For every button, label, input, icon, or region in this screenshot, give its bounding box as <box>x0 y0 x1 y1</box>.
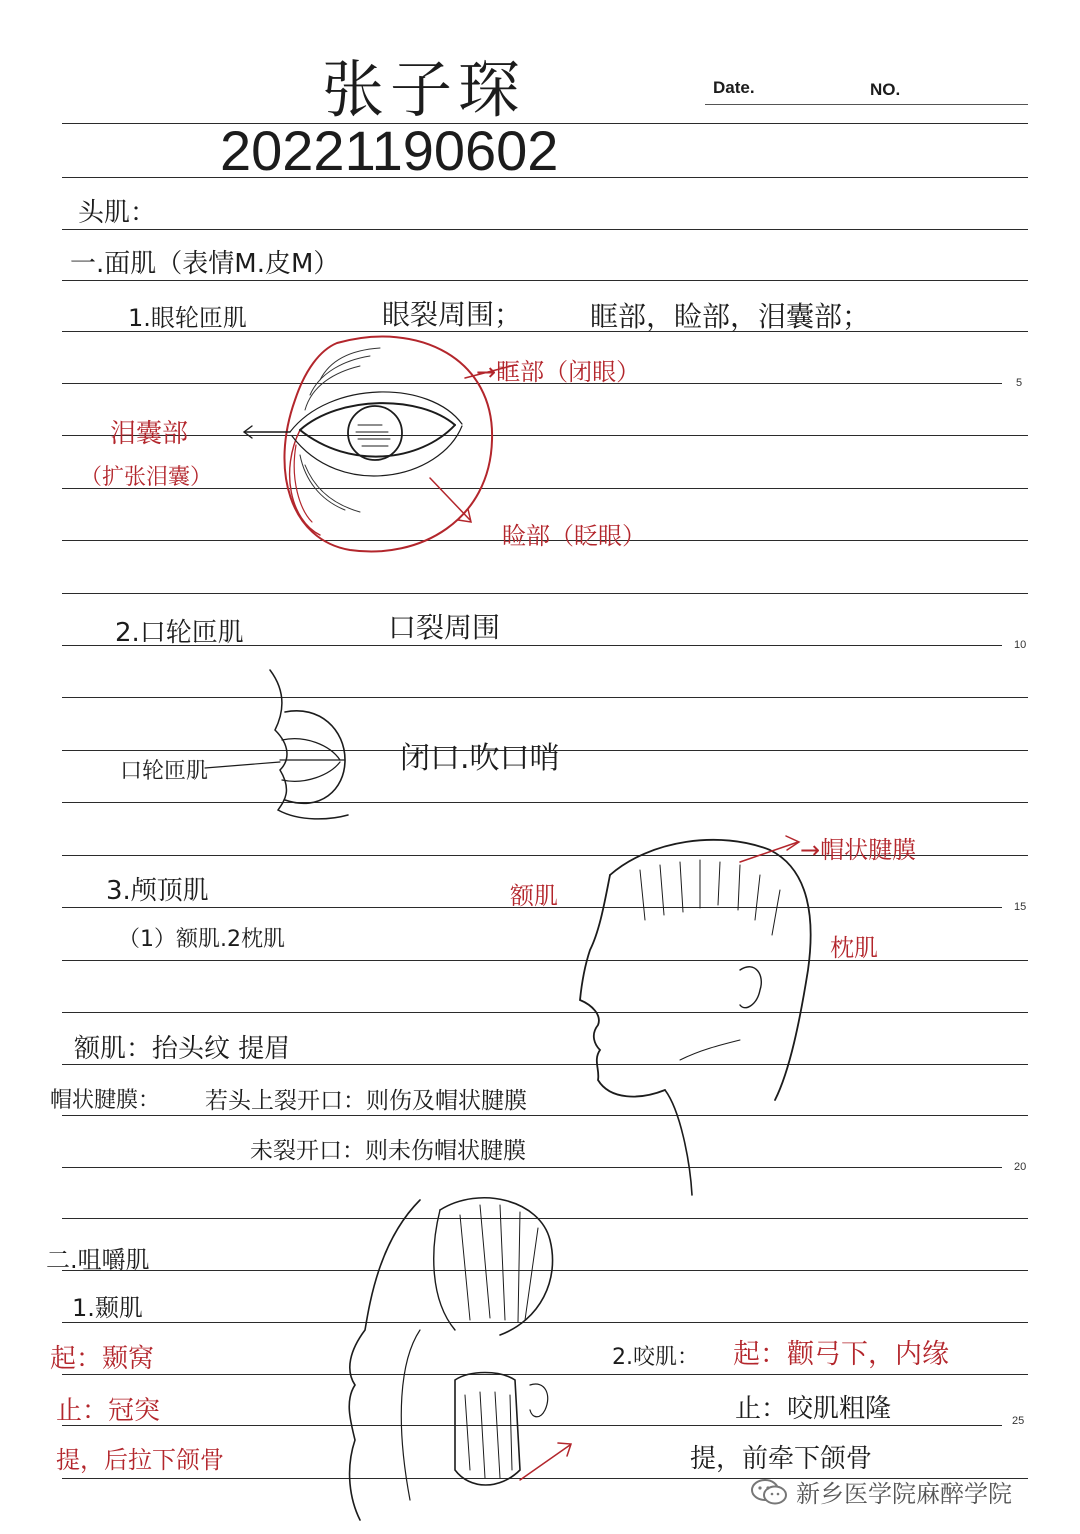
label-palpebral-part: 睑部（眨眼） <box>502 522 646 550</box>
label-mouth: 口轮匝肌 <box>120 759 209 784</box>
label-lacrimal-function: （扩张泪囊） <box>80 465 213 490</box>
text-temporalis-action: 提，后拉下颌骨 <box>56 1446 224 1474</box>
text-masseter-heading: 2.咬肌： <box>612 1345 699 1370</box>
text-of-parts: （1）额肌.2枕肌 <box>118 927 285 952</box>
student-id: 20221190602 <box>220 119 559 182</box>
wechat-icon <box>750 1477 788 1507</box>
text-masseter-insertion: 止：咬肌粗隆 <box>735 1394 892 1424</box>
text-frontalis-fn: 额肌：抬头纹 提眉 <box>74 1034 291 1064</box>
label-frontalis: 额肌 <box>510 882 558 910</box>
mouth-sketch <box>205 670 348 819</box>
text-galea-label: 帽状腱膜： <box>50 1088 161 1113</box>
heading-orbicularis-oris: 2.口轮匝肌 <box>115 618 244 648</box>
label-occipitalis: 枕肌 <box>830 934 878 962</box>
line-number: 20 <box>1014 1161 1027 1173</box>
text-masseter-action: 提，前牵下颌骨 <box>690 1444 873 1474</box>
line-number: 5 <box>1016 377 1023 389</box>
text-oo-parts: 眶部，睑部，泪囊部； <box>590 300 871 333</box>
text-oor-function: 闭口.吹口哨 <box>400 741 560 776</box>
watermark-text: 新乡医学院麻醉学院 <box>796 1480 1012 1508</box>
section-facial-muscles: 一.面肌（表情M.皮M） <box>70 249 340 279</box>
label-orbital-part: →眶部（闭眼） <box>476 358 641 386</box>
text-galea-case2: 未裂开口：则未伤帽状腱膜 <box>250 1138 526 1164</box>
line-number: 10 <box>1014 639 1027 651</box>
heading-occipitofrontalis: 3.颅顶肌 <box>106 876 209 906</box>
text-masseter-origin: 起：颧弓下，内缘 <box>733 1339 949 1370</box>
student-name: 张子琛 <box>322 53 527 126</box>
heading-temporalis: 1.颞肌 <box>72 1294 143 1322</box>
section-masticatory: 二.咀嚼肌 <box>46 1246 150 1274</box>
text-galea-case1: 若头上裂开口：则伤及帽状腱膜 <box>205 1088 527 1114</box>
eye-sketch <box>244 337 515 552</box>
line-number: 25 <box>1012 1415 1025 1427</box>
note-title: 头肌： <box>78 198 157 228</box>
watermark <box>750 1474 1012 1509</box>
heading-orbicularis-oculi: 1.眼轮匝肌 <box>128 304 247 332</box>
date-label: Date. <box>713 78 755 97</box>
line-number: 15 <box>1014 901 1027 913</box>
text-oor-location: 口裂周围 <box>388 611 501 644</box>
text-oo-location: 眼裂周围； <box>382 298 523 331</box>
label-lacrimal-part: 泪囊部 <box>110 419 189 449</box>
text-temporalis-origin: 起：颞窝 <box>50 1344 155 1374</box>
label-galea: →帽状腱膜 <box>800 836 917 864</box>
skull-sketch <box>349 1198 571 1520</box>
text-temporalis-insertion: 止：冠突 <box>56 1396 161 1426</box>
head-profile-sketch <box>580 836 811 1195</box>
no-label: NO. <box>870 80 901 99</box>
